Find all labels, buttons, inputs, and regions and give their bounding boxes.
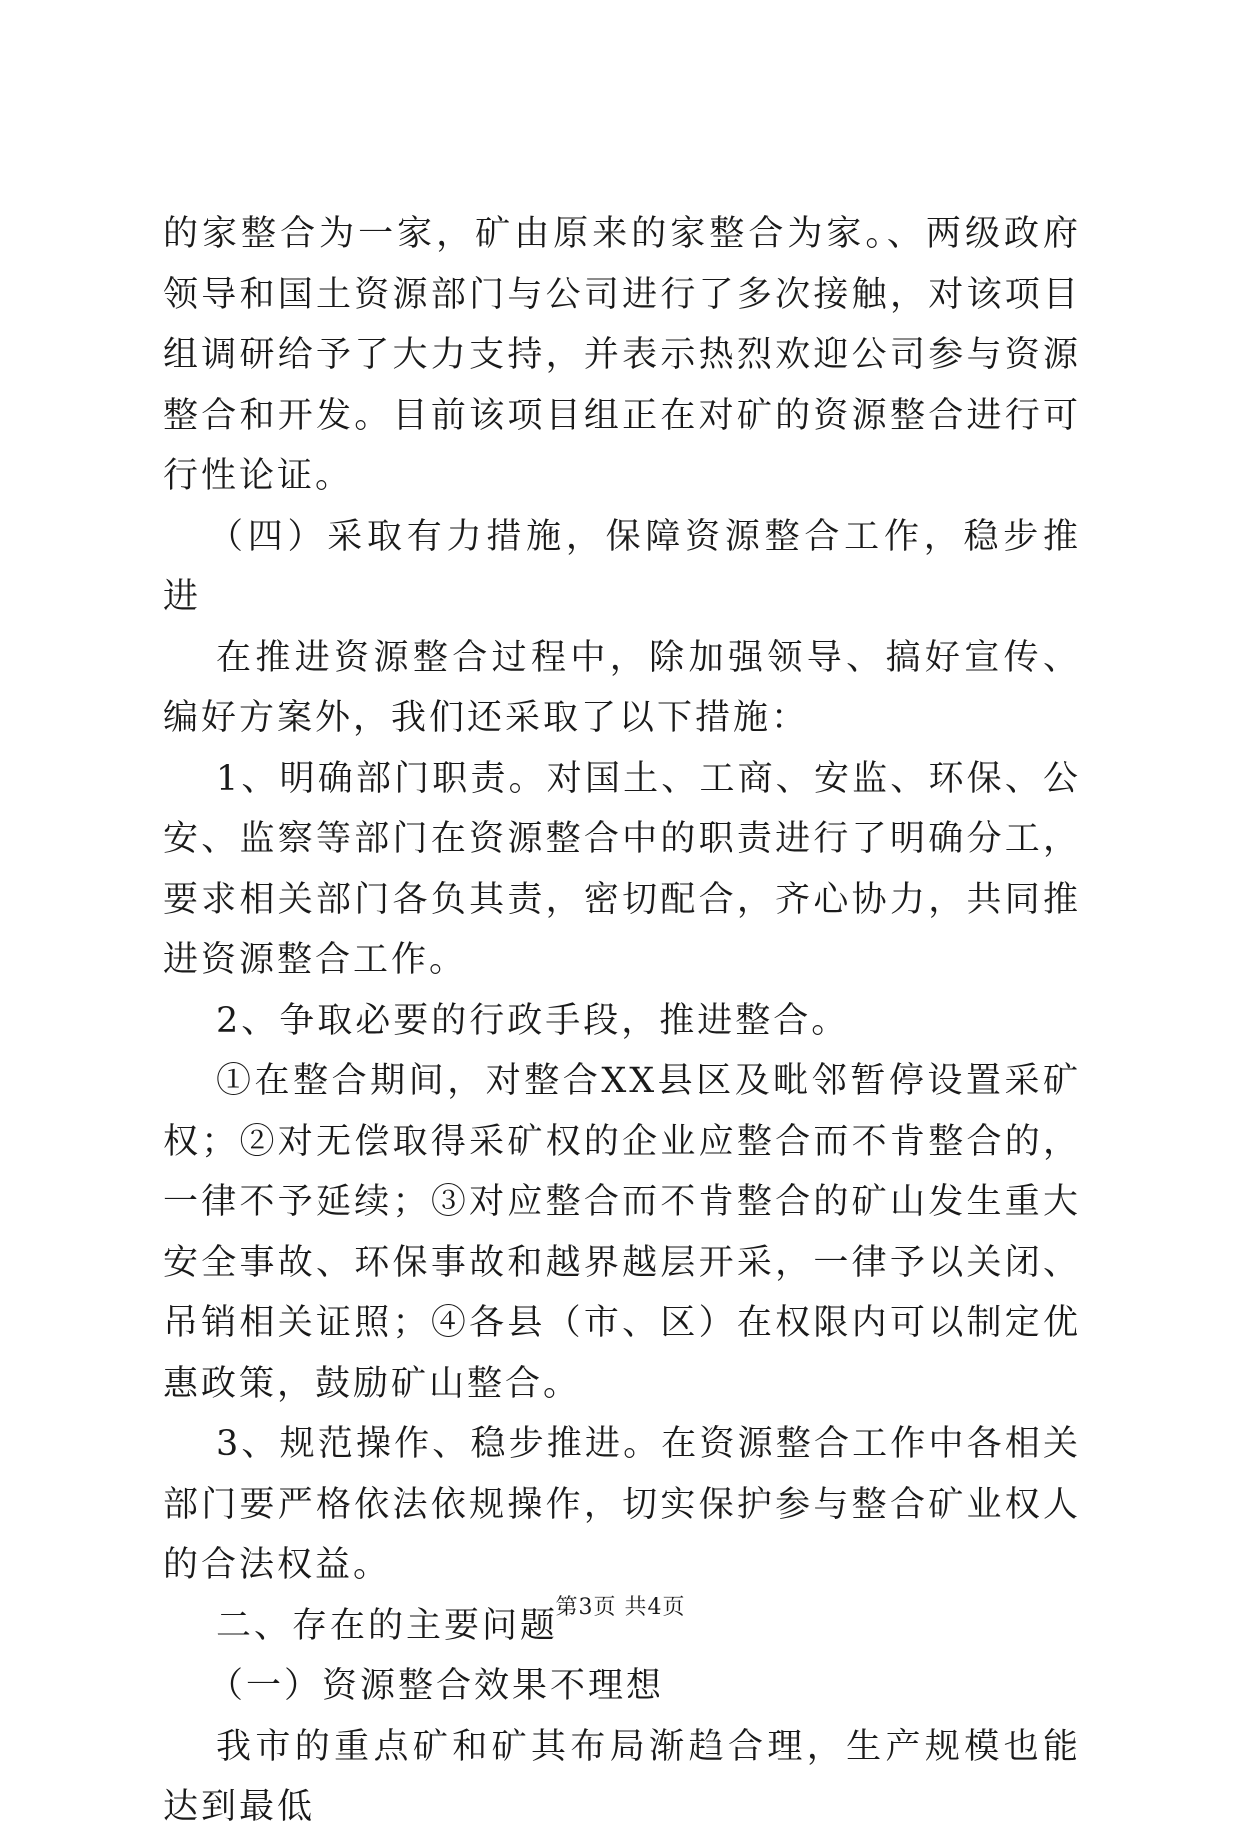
list-item: 3、规范操作、稳步推进。在资源整合工作中各相关部门要严格依法依规操作，切实保护参与整合矿业权人的合法权益。 [163,1424,1081,1585]
paragraph: 在推进资源整合过程中，除加强领导、搞好宣传、编好方案外，我们还采取了以下措施： [163,637,1081,738]
section-heading: 二、存在的主要问题 [216,1605,559,1646]
section-heading: （四）采取有力措施，保障资源整合工作，稳步推进 [163,516,1081,617]
page-footer [0,1590,1241,1621]
paragraph: ①在整合期间，对整合XX县区及毗邻暂停设置采矿权；②对无偿取得采矿权的企业应整合而不肯整合的，一律不予延续；③对应整合而不肯整合的矿山发生重大安全事故、环保事故和越界越层开采，一律予以关闭、吊销相关证照；④各县（市、区）在权限内可以制定优惠政策，鼓励矿山整合。 [163,1061,1081,1404]
paragraph: 的家整合为一家，矿由原来的家整合为家。、两级政府领导和国土资源部门与公司进行了多次接触，对该项目组调研给予了大力支持，并表示热烈欢迎公司参与资源整合和开发。目前该项目组正在对矿的资源整合进行可行性论证。 [163,214,1081,496]
page-number: 第3页 共4页 [555,1595,686,1620]
paragraph: 我市的重点矿和矿其布局渐趋合理，生产规模也能达到最低 [163,1726,1081,1827]
list-item: 2、争取必要的行政手段，推进整合。 [216,1000,850,1041]
subsection-heading: （一）资源整合效果不理想 [208,1666,665,1706]
list-item: 1、明确部门职责。对国土、工商、安监、环保、公安、监察等部门在资源整合中的职责进行了明确分工，要求相关部门各负其责，密切配合，齐心协力，共同推进资源整合工作。 [163,758,1081,980]
